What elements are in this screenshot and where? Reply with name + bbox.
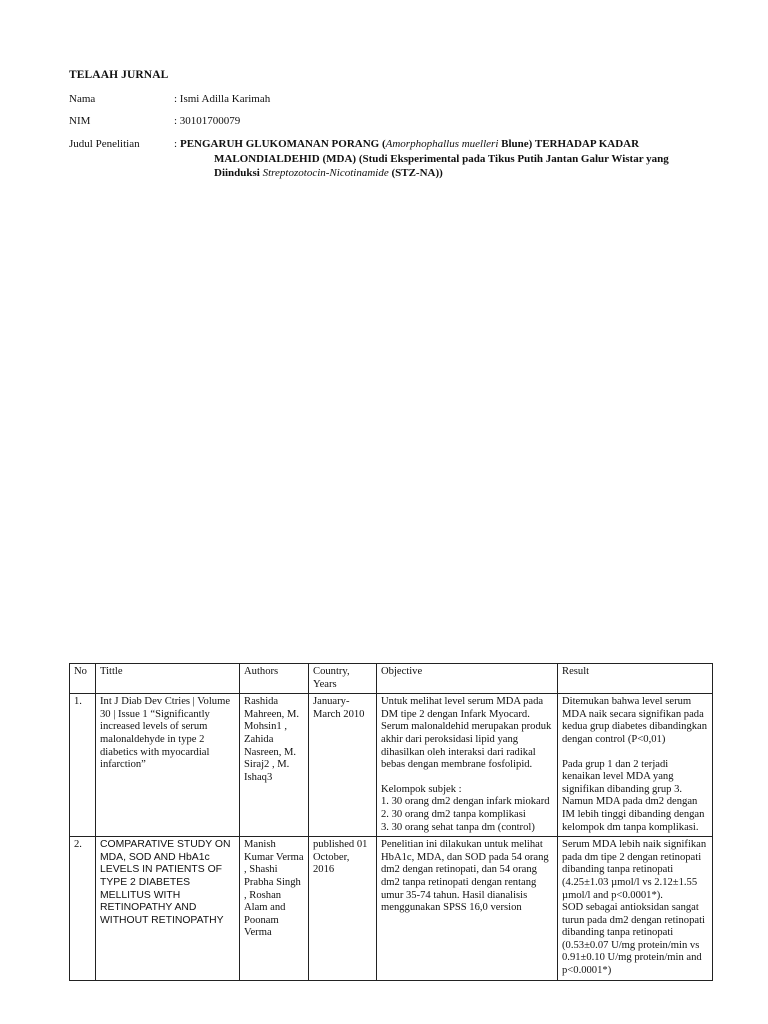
title-text: Blune) TERHADAP KADAR — [498, 138, 640, 150]
research-title-line-1 — [174, 137, 714, 152]
field-value: : 30101700079 — [174, 115, 241, 127]
result-paragraph: Pada grup 1 dan 2 terjadi kenaikan level MDA yang signifikan dibanding grup 3. Namun MDA pada dm2 dengan IM lebih tinggi dibanding dengan kelompok dm tanpa komplikasi. — [562, 758, 705, 833]
header-objective: Objective — [377, 664, 558, 694]
species-name: Amorphophallus muelleri — [385, 138, 499, 150]
cell-title: COMPARATIVE STUDY ON MDA, SOD AND HbA1c LEVELS IN PATIENTS OF TYPE 2 DIABETES MELLITUS WITH RETINOPATHY AND WITHOUT RETINOPATHY — [96, 837, 240, 981]
cell-authors: Rashida Mahreen, M. Mohsin1 , Zahida Nasreen, M. Siraj2 , M. Ishaq3 — [240, 694, 309, 837]
table-header-row — [70, 664, 713, 694]
field-label: Nama — [69, 93, 96, 105]
result-paragraph: SOD sebagai antioksidan sangat turun pada dm2 dengan retinopati dibanding tanpa retinopati (0.53±0.07 U/mg protein/min vs 0.91±0.10 U/mg protein/min and p<0.0001*) — [562, 902, 705, 977]
compound-name: Streptozotocin-Nicotinamide — [262, 167, 389, 179]
cell-country: January-March 2010 — [309, 694, 377, 837]
objective-paragraph: Untuk melihat level serum MDA pada DM tipe 2 dengan Infark Myocard. Serum malonaldehid merupakan produk akhir dari peroksidasi lipid yang dihasilkan oleh interaksi dari radikal bebas dengan membrane fosfolipid. — [381, 696, 552, 771]
cell-no: 1. — [70, 694, 96, 837]
table-row — [70, 837, 713, 981]
research-title — [174, 137, 714, 181]
header-country-years: Country, Years — [309, 664, 377, 694]
objective-list-item: 2. 30 orang dm2 tanpa komplikasi — [381, 808, 526, 820]
title-text: PENGARUH GLUKOMANAN PORANG ( — [180, 138, 386, 150]
document-title: TELAAH JURNAL — [69, 69, 169, 81]
title-text: (STZ-NA)) — [388, 167, 443, 179]
field-value: : — [174, 138, 178, 150]
cell-no: 2. — [70, 837, 96, 981]
title-text: Diinduksi — [214, 167, 263, 179]
table-row — [70, 694, 713, 837]
field-value: : Ismi Adilla Karimah — [174, 93, 271, 105]
objective-subject-heading: Kelompok subjek : — [381, 783, 462, 795]
research-title-line-2: MALONDIALDEHID (MDA) (Studi Eksperimental pada Tikus Putih Jantan Galur Wistar yang — [214, 152, 669, 165]
cell-country: published 01 October, 2016 — [309, 837, 377, 981]
result-paragraph: Ditemukan bahwa level serum MDA naik secara signifikan pada kedua grup diabetes dibandingkan dengan control (P<0,01) — [562, 696, 708, 745]
research-title-line-3 — [174, 166, 714, 181]
header-no: No — [70, 664, 96, 694]
field-label: Judul Penelitian — [69, 138, 140, 150]
cell-objective: Penelitian ini dilakukan untuk melihat HbA1c, MDA, dan SOD pada 54 orang dm2 dengan retinopati, dan 54 orang dm2 tanpa retinopati dengan rentang umur 35-74 tahun. Hasil dianalisis menggunakan SPSS 16,0 version — [377, 837, 558, 981]
objective-list-item: 1. 30 orang dm2 dengan infark miokard — [381, 796, 550, 808]
cell-result — [558, 694, 713, 837]
header-title: Tittle — [96, 664, 240, 694]
cell-authors: Manish Kumar Verma , Shashi Prabha Singh , Roshan Alam and Poonam Verma — [240, 837, 309, 981]
header-result: Result — [558, 664, 713, 694]
cell-title: Int J Diab Dev Ctries | Volume 30 | Issue 1 “Significantly increased levels of serum malonaldehyde in type 2 diabetics with myocardial infarction” — [96, 694, 240, 837]
cell-objective — [377, 694, 558, 837]
journal-review-table — [69, 663, 713, 981]
objective-list-item: 3. 30 orang sehat tanpa dm (control) — [381, 821, 535, 833]
header-authors: Authors — [240, 664, 309, 694]
field-label: NIM — [69, 115, 91, 127]
cell-result — [558, 837, 713, 981]
result-paragraph: Serum MDA lebih naik signifikan pada dm tipe 2 dengan retinopati dibanding tanpa retinopati (4.25±1.03 µmol/l vs 2.12±1.55 µmol/l and p<0.0001*). — [562, 839, 707, 901]
